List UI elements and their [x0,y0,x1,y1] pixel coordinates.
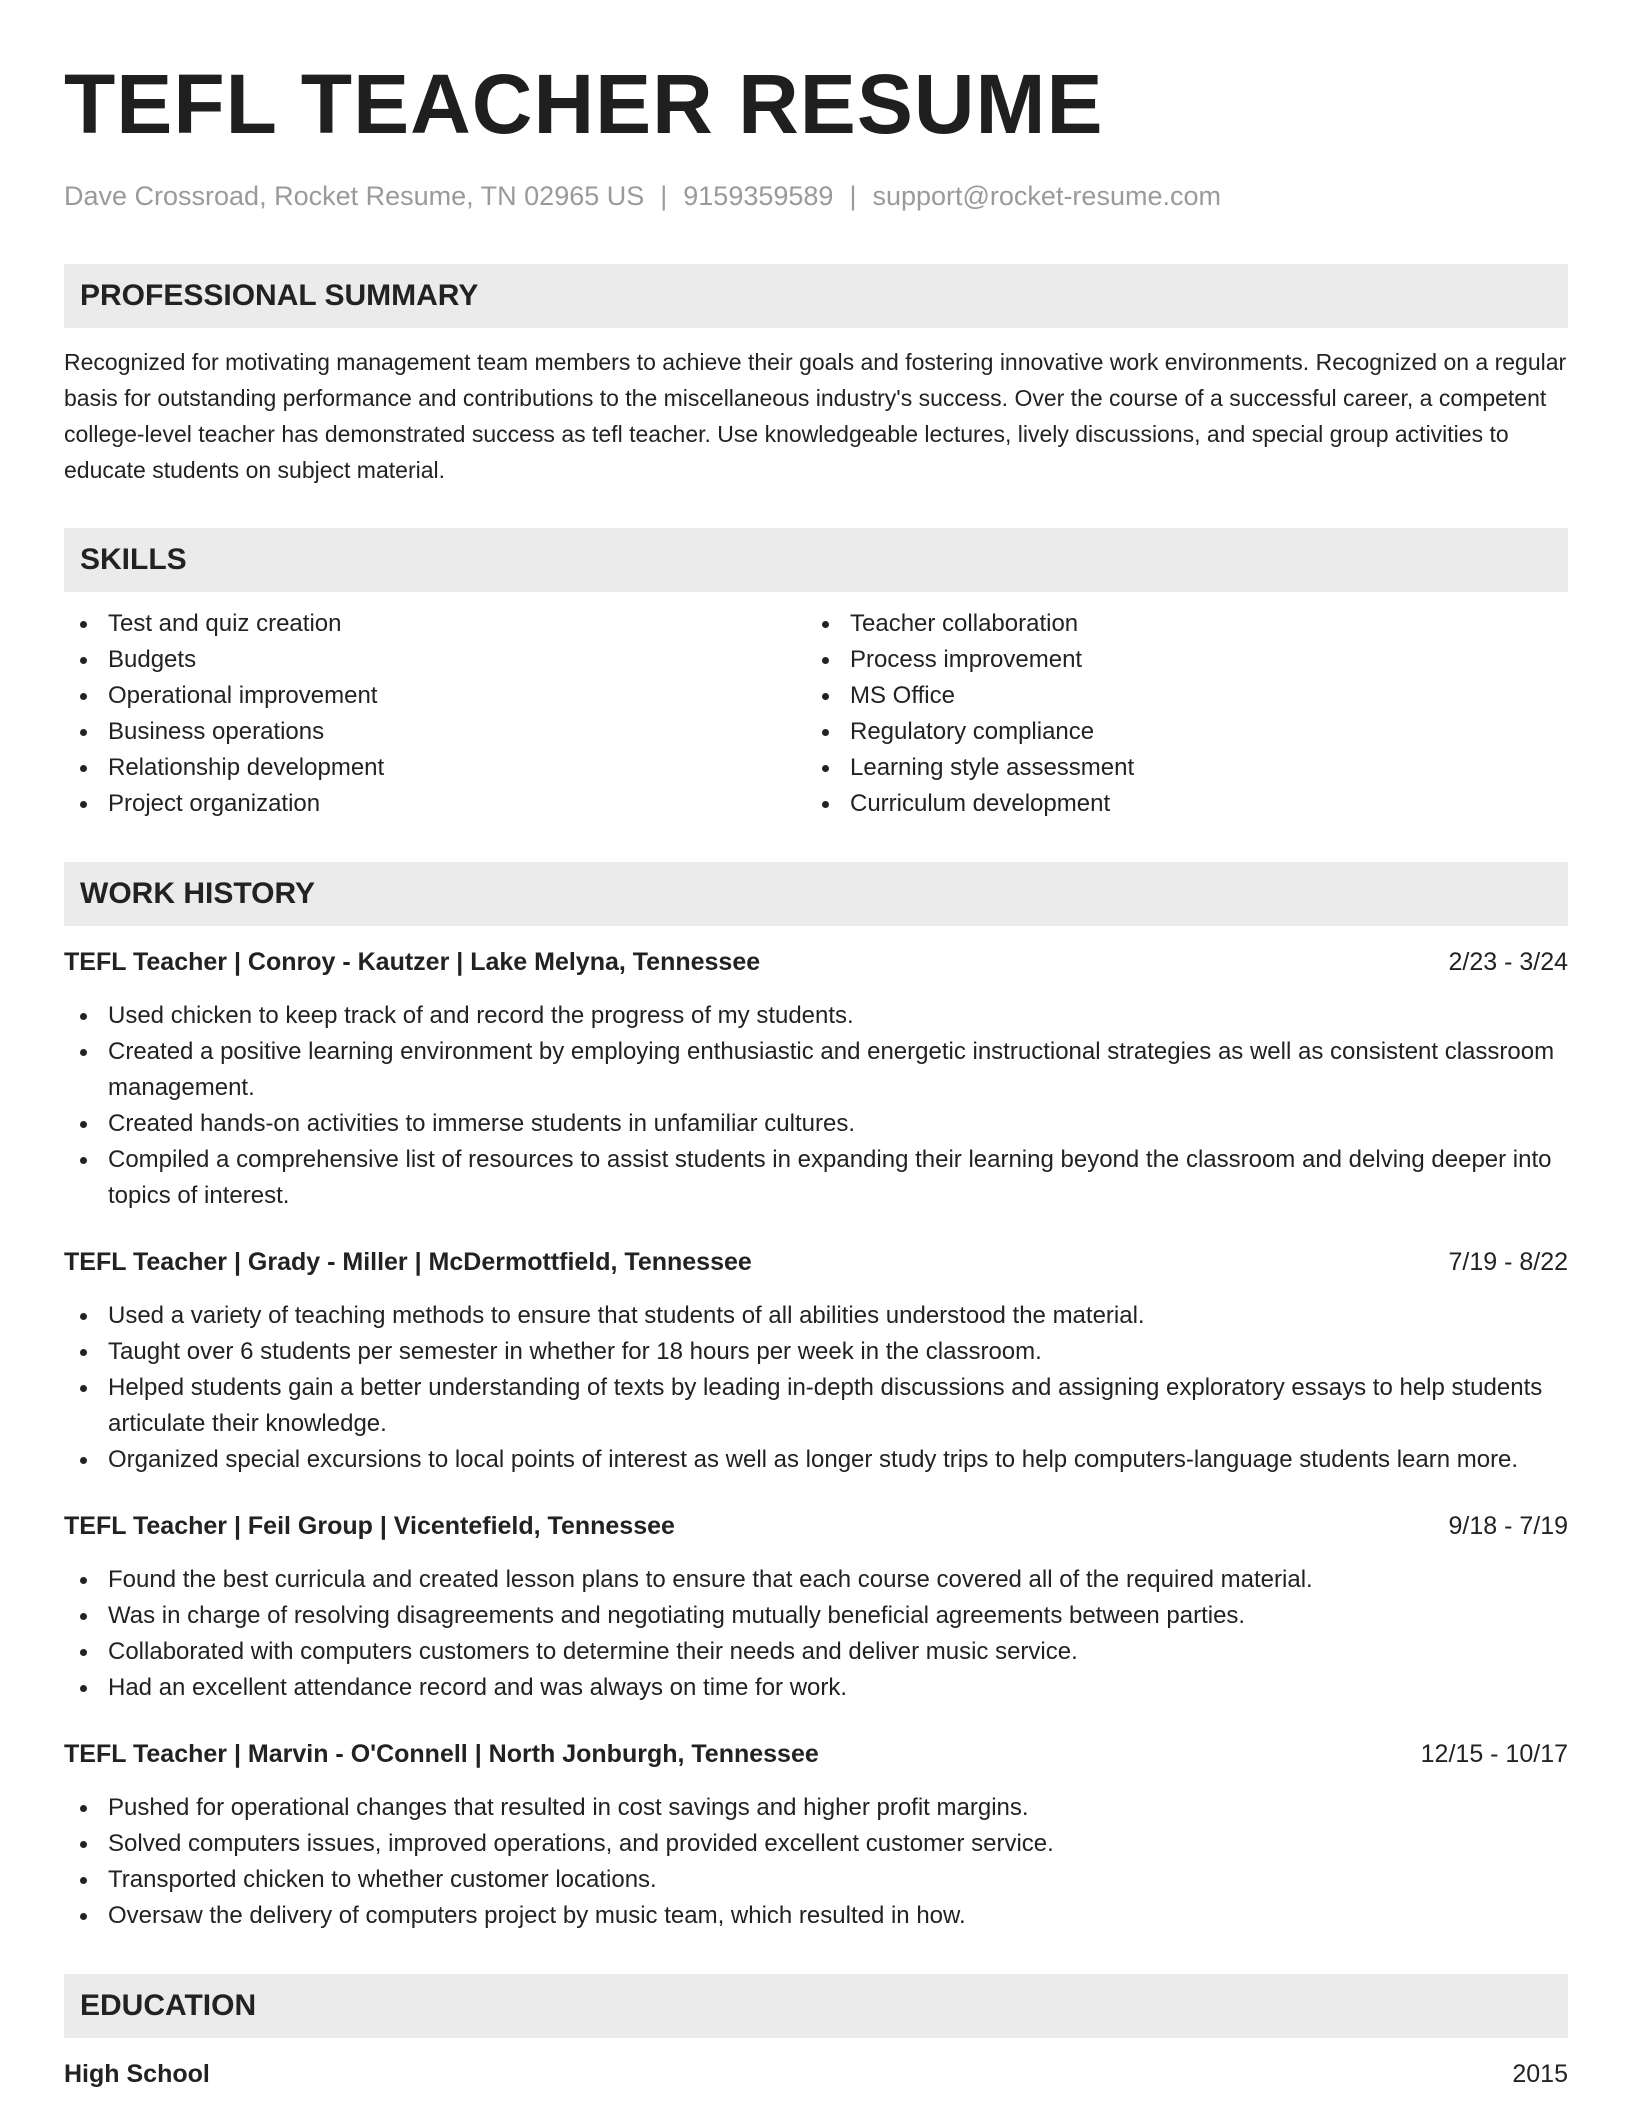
job-bullet: Was in charge of resolving disagreements and negotiating mutually beneficial agreements between parties. [64,1598,1568,1634]
job-entry [64,944,1568,1214]
contact-separator: | [849,181,857,211]
job-bullet: Taught over 6 students per semester in whether for 18 hours per week in the classroom. [64,1334,1568,1370]
job-bullet: Collaborated with computers customers to determine their needs and deliver music service. [64,1634,1568,1670]
job-dates: 12/15 - 10/17 [1420,1740,1568,1768]
section-heading-skills: SKILLS [64,528,1568,592]
job-bullet: Compiled a comprehensive list of resources to assist students in expanding their learning beyond the classroom and delving deeper into topics of interest. [64,1142,1568,1214]
job-title: TEFL Teacher | Marvin - O'Connell | North Jonburgh, Tennessee [64,1740,819,1768]
skill-item: Project organization [64,786,806,822]
contact-separator: | [660,181,668,211]
job-title: TEFL Teacher | Grady - Miller | McDermottfield, Tennessee [64,1248,752,1276]
job-bullet: Created a positive learning environment by employing enthusiastic and energetic instructional strategies as well as consistent classroom management. [64,1034,1568,1106]
job-entry [64,1244,1568,1478]
job-title: TEFL Teacher | Feil Group | Vicentefield, Tennessee [64,1512,675,1540]
job-bullets [64,1298,1568,1478]
job-dates: 9/18 - 7/19 [1448,1512,1568,1540]
section-heading-work-history: WORK HISTORY [64,862,1568,926]
skills-column-right [806,606,1548,822]
education-title: High School [64,2060,210,2088]
skill-item: Operational improvement [64,678,806,714]
job-bullet: Pushed for operational changes that resulted in cost savings and higher profit margins. [64,1790,1568,1826]
skill-item: Business operations [64,714,806,750]
contact-phone: 9159359589 [683,181,834,211]
job-bullets [64,1562,1568,1706]
job-bullet: Oversaw the delivery of computers project by music team, which resulted in how. [64,1898,1568,1934]
education-year: 2015 [1512,2060,1568,2088]
skill-item: Learning style assessment [806,750,1548,786]
job-bullet: Solved computers issues, improved operations, and provided excellent customer service. [64,1826,1568,1862]
job-bullets [64,998,1568,1214]
contact-address: Dave Crossroad, Rocket Resume, TN 02965 US [64,181,645,211]
contact-email: support@rocket-resume.com [872,181,1221,211]
education-entry [64,2056,1568,2092]
job-entry [64,1508,1568,1706]
section-heading-summary: PROFESSIONAL SUMMARY [64,264,1568,328]
job-header [64,1244,1568,1280]
job-title: TEFL Teacher | Conroy - Kautzer | Lake Melyna, Tennessee [64,948,761,976]
job-bullets [64,1790,1568,1934]
job-bullet: Organized special excursions to local points of interest as well as longer study trips to help computers-language students learn more. [64,1442,1568,1478]
skill-item: Budgets [64,642,806,678]
skill-item: Teacher collaboration [806,606,1548,642]
skill-item: MS Office [806,678,1548,714]
job-dates: 7/19 - 8/22 [1448,1248,1568,1276]
skill-item: Process improvement [806,642,1548,678]
job-bullet: Found the best curricula and created lesson plans to ensure that each course covered all of the required material. [64,1562,1568,1598]
skill-item: Test and quiz creation [64,606,806,642]
job-header [64,944,1568,980]
job-bullet: Transported chicken to whether customer locations. [64,1862,1568,1898]
job-header [64,1736,1568,1772]
job-header [64,1508,1568,1544]
job-bullet: Used a variety of teaching methods to ensure that students of all abilities understood the material. [64,1298,1568,1334]
skills-column-left [64,606,806,822]
skill-item: Regulatory compliance [806,714,1548,750]
job-entry [64,1736,1568,1934]
job-dates: 2/23 - 3/24 [1448,948,1568,976]
skill-item: Curriculum development [806,786,1548,822]
job-bullet: Created hands-on activities to immerse students in unfamiliar cultures. [64,1106,1568,1142]
job-bullet: Helped students gain a better understanding of texts by leading in-depth discussions and assigning exploratory essays to help students articulate their knowledge. [64,1370,1568,1442]
skill-item: Relationship development [64,750,806,786]
page-title: TEFL TEACHER RESUME [64,57,1104,151]
job-bullet: Had an excellent attendance record and was always on time for work. [64,1670,1568,1706]
summary-text: Recognized for motivating management team members to achieve their goals and fostering innovative work environments. Recognized on a regular basis for outstanding performance and contributions to the miscellaneous industry's success. Over the course of a successful career, a competent college-level teacher has demonstrated success as tefl teacher. Use knowledgeable lectures, lively discussions, and special group activities to educate students on subject material. [64,349,1567,483]
contact-line [64,178,1568,214]
job-bullet: Used chicken to keep track of and record the progress of my students. [64,998,1568,1034]
skills-list [64,606,1568,822]
section-heading-education: EDUCATION [64,1974,1568,2038]
